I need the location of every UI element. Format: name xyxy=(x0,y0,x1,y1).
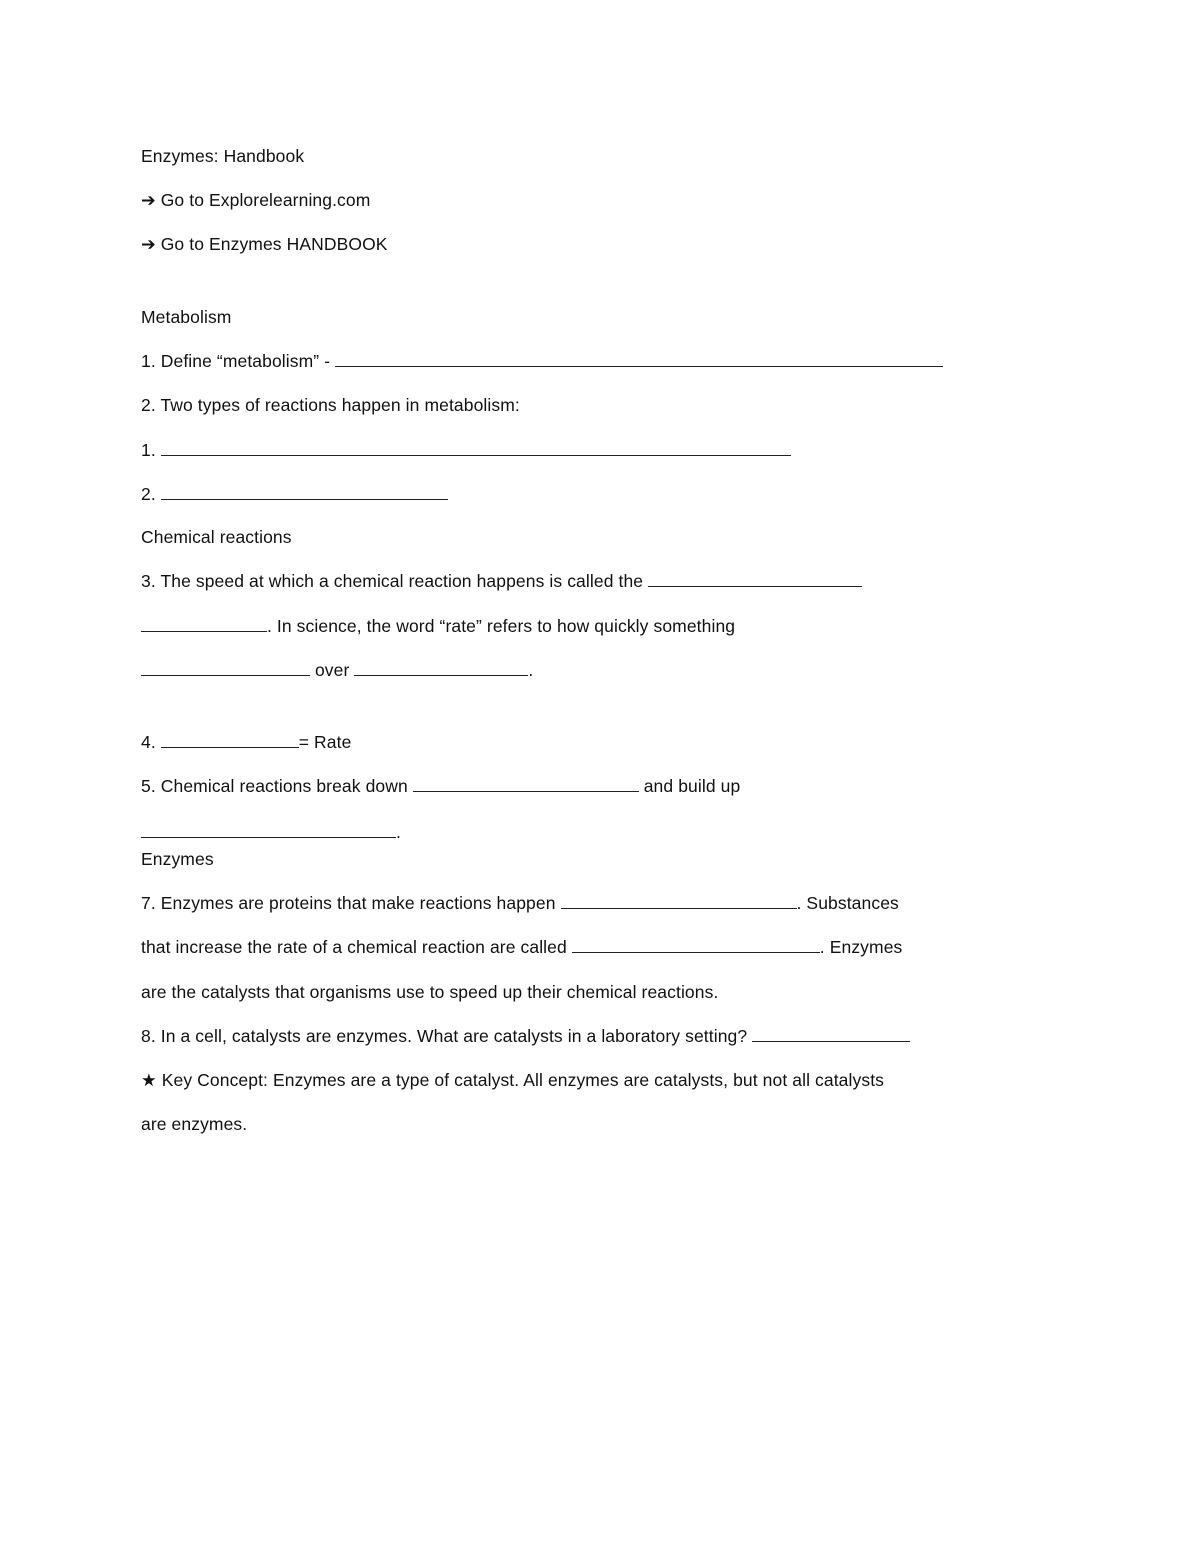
question-7-line-1 xyxy=(141,892,899,914)
answer-blank-q2-1[interactable] xyxy=(161,441,791,456)
question-2-item-2-label: 2. xyxy=(141,484,161,504)
section-heading-chemical-reactions: Chemical reactions xyxy=(141,527,292,547)
question-3-text-4: . xyxy=(528,660,534,680)
question-1 xyxy=(141,350,943,372)
section-heading-enzymes: Enzymes xyxy=(141,849,214,869)
question-3-line-2 xyxy=(141,615,735,637)
answer-blank-q5-2[interactable] xyxy=(141,823,396,838)
question-3-line-3 xyxy=(141,659,533,681)
question-2-item-2 xyxy=(141,483,448,505)
question-3-line-1 xyxy=(141,570,862,592)
question-5-line-2 xyxy=(141,821,401,843)
question-4-text: = Rate xyxy=(298,732,352,752)
question-5-line-1 xyxy=(141,775,740,797)
answer-blank-q3-2[interactable] xyxy=(141,617,267,632)
question-2: 2. Two types of reactions happen in metabolism: xyxy=(141,395,520,415)
question-2-item-1 xyxy=(141,439,791,461)
key-concept-line-1: ★ Key Concept: Enzymes are a type of catalyst. All enzymes are catalysts, but not all catalysts xyxy=(141,1070,885,1090)
question-7-text-1: 7. Enzymes are proteins that make reactions happen xyxy=(141,893,561,913)
question-4 xyxy=(141,731,351,753)
answer-blank-q4[interactable] xyxy=(161,733,299,748)
question-7-line-2 xyxy=(141,936,902,958)
answer-blank-q3-3[interactable] xyxy=(141,661,310,676)
question-5-text-3: . xyxy=(396,822,401,842)
question-1-text: 1. Define “metabolism” - xyxy=(141,351,336,371)
answer-blank-q7-1[interactable] xyxy=(561,894,797,909)
question-5-text-2: and build up xyxy=(638,776,741,796)
instruction-explorelearning: ➔ Go to Explorelearning.com xyxy=(141,190,371,210)
question-8-text: 8. In a cell, catalysts are enzymes. What are catalysts in a laboratory setting? xyxy=(141,1026,753,1046)
answer-blank-q5-1[interactable] xyxy=(413,777,639,792)
page-title: Enzymes: Handbook xyxy=(141,146,305,166)
question-7-text-4: . Enzymes xyxy=(819,937,903,957)
answer-blank-q3-4[interactable] xyxy=(354,661,528,676)
key-concept-line-2: are enzymes. xyxy=(141,1114,248,1134)
question-2-item-1-label: 1. xyxy=(141,440,161,460)
answer-blank-q7-2[interactable] xyxy=(572,938,820,953)
answer-blank-q8[interactable] xyxy=(752,1027,910,1042)
question-7-text-2: . Substances xyxy=(796,893,899,913)
section-heading-metabolism: Metabolism xyxy=(141,307,232,327)
question-7-line-3: are the catalysts that organisms use to speed up their chemical reactions. xyxy=(141,982,719,1002)
question-7-text-3: that increase the rate of a chemical reaction are called xyxy=(141,937,572,957)
answer-blank-q2-2[interactable] xyxy=(161,485,448,500)
instruction-handbook: ➔ Go to Enzymes HANDBOOK xyxy=(141,234,388,254)
answer-blank-q3-1[interactable] xyxy=(648,572,862,587)
question-3-text-2: . In science, the word “rate” refers to how quickly something xyxy=(267,616,736,636)
question-3-text-3: over xyxy=(310,660,355,680)
question-8 xyxy=(141,1025,910,1047)
question-5-text-1: 5. Chemical reactions break down xyxy=(141,776,413,796)
question-4-label: 4. xyxy=(141,732,161,752)
question-3-text-1: 3. The speed at which a chemical reaction happens is called the xyxy=(141,571,649,591)
answer-blank-q1[interactable] xyxy=(335,352,943,367)
